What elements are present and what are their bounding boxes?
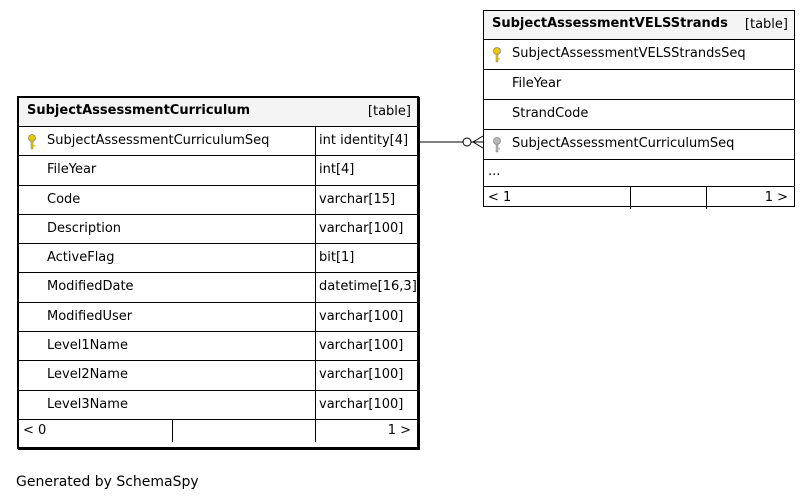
column-type: varchar[15]: [315, 186, 417, 214]
column-row[interactable]: [19, 244, 417, 273]
column-name: SubjectAssessmentCurriculumSeq: [512, 136, 735, 151]
column-row[interactable]: [19, 215, 417, 244]
column-row[interactable]: [19, 127, 417, 156]
primary-key-icon: [492, 47, 502, 63]
column-name: Description: [47, 220, 122, 236]
table-subject-assessment-curriculum[interactable]: [17, 96, 419, 449]
column-name: SubjectAssessmentCurriculumSeq: [47, 133, 270, 148]
footer-divider: [315, 420, 316, 442]
footer-left: < 0: [23, 422, 47, 438]
column-name: ModifiedUser: [47, 308, 133, 324]
more-columns: [484, 160, 794, 187]
column-name: ModifiedDate: [47, 279, 134, 295]
foreign-key-icon: [492, 137, 502, 153]
column-type: int identity[4]: [315, 127, 417, 155]
table-subject-assessment-vels-strands[interactable]: [483, 10, 795, 207]
column-row[interactable]: [19, 361, 417, 390]
generated-by-text: Generated by SchemaSpy: [16, 474, 199, 490]
column-type: varchar[100]: [315, 215, 417, 243]
column-type: int[4]: [315, 156, 417, 184]
column-name: FileYear: [47, 162, 97, 178]
column-row[interactable]: [484, 130, 794, 160]
column-name: Code: [47, 191, 81, 207]
column-row[interactable]: [484, 40, 794, 70]
column-type: varchar[100]: [315, 391, 417, 419]
table-header: [19, 98, 417, 127]
ellipsis-text: ...: [488, 164, 501, 179]
column-row[interactable]: [19, 156, 417, 185]
column-name: StrandCode: [512, 106, 589, 121]
table-kind: [table]: [744, 17, 788, 32]
column-name: SubjectAssessmentVELSStrandsSeq: [512, 46, 746, 61]
footer-divider: [630, 187, 631, 209]
column-type: bit[1]: [315, 244, 417, 272]
footer-right: 1 >: [387, 422, 411, 438]
table-name: SubjectAssessmentCurriculum: [27, 103, 251, 118]
footer-divider: [706, 187, 707, 209]
column-row[interactable]: [484, 70, 794, 100]
table-footer: [19, 420, 417, 442]
footer-left: < 1: [488, 190, 512, 205]
crowfoot-upper: [473, 136, 483, 142]
column-name: FileYear: [512, 76, 562, 91]
table-name: SubjectAssessmentVELSStrands: [492, 16, 728, 31]
column-row[interactable]: [19, 391, 417, 420]
column-type: varchar[100]: [315, 332, 417, 360]
table-kind: [table]: [367, 104, 411, 119]
column-type: varchar[100]: [315, 361, 417, 389]
column-row[interactable]: [19, 186, 417, 215]
footer-right: 1 >: [764, 190, 788, 205]
column-name: Level3Name: [47, 396, 128, 412]
column-type: varchar[100]: [315, 303, 417, 331]
column-row[interactable]: [19, 332, 417, 361]
table-header: [484, 11, 794, 40]
zero-cardinality-circle: [463, 138, 471, 146]
footer-divider: [172, 420, 173, 442]
column-row[interactable]: [484, 100, 794, 130]
table-footer: [484, 187, 794, 209]
column-row[interactable]: [19, 303, 417, 332]
column-name: Level1Name: [47, 338, 128, 354]
column-name: Level2Name: [47, 367, 128, 383]
crowfoot-lower: [473, 142, 483, 148]
column-name: ActiveFlag: [47, 250, 115, 266]
column-row[interactable]: [19, 273, 417, 302]
column-type: datetime[16,3]: [315, 273, 417, 301]
primary-key-icon: [27, 134, 37, 150]
